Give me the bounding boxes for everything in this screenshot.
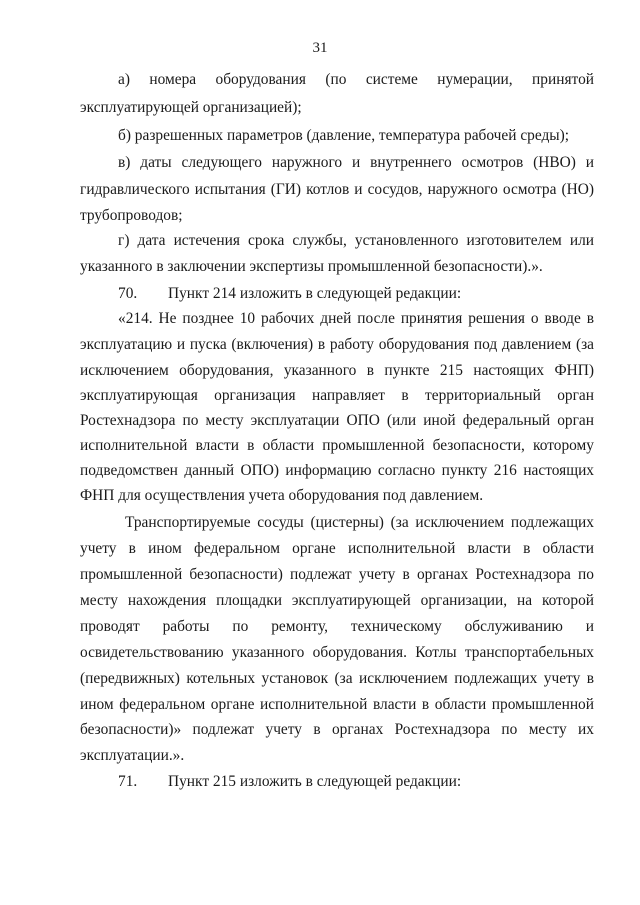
- transport-paragraph-line-1: Транспортируемые сосуды (цистерны) (за исключением подлежащих: [125, 514, 594, 531]
- item-v-line-2: гидравлического испытания (ГИ) котлов и сосудов, наружного осмотра (НО): [80, 181, 594, 198]
- paragraph-70-number: 70.: [118, 285, 138, 302]
- transport-paragraph-line-7: (передвижных) котельных установок (за исключением подлежащих учету в: [80, 670, 594, 687]
- transport-paragraph-line-4: месту нахождения площадки эксплуатирующей организации, на которой: [80, 592, 594, 609]
- transport-paragraph-line-5: проводят работы по ремонту, техническому обслуживанию и: [80, 618, 594, 635]
- transport-paragraph-line-6: освидетельствованию указанного оборудования. Котлы транспортабельных: [80, 644, 594, 661]
- clause-214-line-1: «214. Не позднее 10 рабочих дней после принятия решения о вводе в: [118, 310, 594, 327]
- item-a-line-2: эксплуатирующей организацией);: [80, 99, 302, 116]
- clause-214-line-7: подведомствен данный ОПО) информацию согласно пункту 216 настоящих: [80, 462, 594, 479]
- transport-paragraph-line-2: учету в ином федеральном органе исполнительной власти в области: [80, 540, 594, 557]
- item-a-line-1: а) номера оборудования (по системе нумерации, принятой: [118, 71, 594, 88]
- paragraph-71-text: Пункт 215 изложить в следующей редакции:: [168, 773, 462, 790]
- item-v-line-3: трубопроводов;: [80, 207, 183, 224]
- clause-214-line-5: Ростехнадзора по месту эксплуатации ОПО (или иной федеральный орган: [80, 412, 594, 429]
- transport-paragraph-line-9: безопасности)» подлежат учету в органах Ростехнадзора по месту их: [80, 721, 594, 738]
- transport-paragraph-line-8: ином федеральном органе исполнительной власти в области промышленной: [80, 696, 594, 713]
- clause-214-line-2: эксплуатацию и пуска (включения) в работу оборудования под давлением (за: [80, 336, 594, 353]
- clause-214-line-6: исполнительной власти в области промышленной безопасности, которому: [80, 437, 594, 454]
- paragraph-70-text: Пункт 214 изложить в следующей редакции:: [168, 285, 462, 302]
- paragraph-71-number: 71.: [118, 773, 138, 790]
- clause-214-line-4: эксплуатирующая организация направляет в территориальный орган: [80, 387, 594, 404]
- transport-paragraph-line-10: эксплуатации.».: [80, 747, 185, 764]
- item-b-line-1: б) разрешенных параметров (давление, температура рабочей среды);: [118, 127, 570, 144]
- item-v-line-1: в) даты следующего наружного и внутреннего осмотров (НВО) и: [118, 154, 594, 171]
- page-number: 31: [312, 40, 328, 56]
- item-g-line-2: указанного в заключении экспертизы промышленной безопасности).».: [80, 258, 543, 275]
- item-g-line-1: г) дата истечения срока службы, установленного изготовителем или: [118, 232, 594, 249]
- clause-214-line-8: ФНП для осуществления учета оборудования под давлением.: [80, 487, 484, 504]
- transport-paragraph-line-3: промышленной безопасности) подлежат учету в органах Ростехнадзора по: [80, 566, 594, 583]
- clause-214-line-3: исключением оборудования, указанного в пункте 215 настоящих ФНП): [80, 362, 594, 379]
